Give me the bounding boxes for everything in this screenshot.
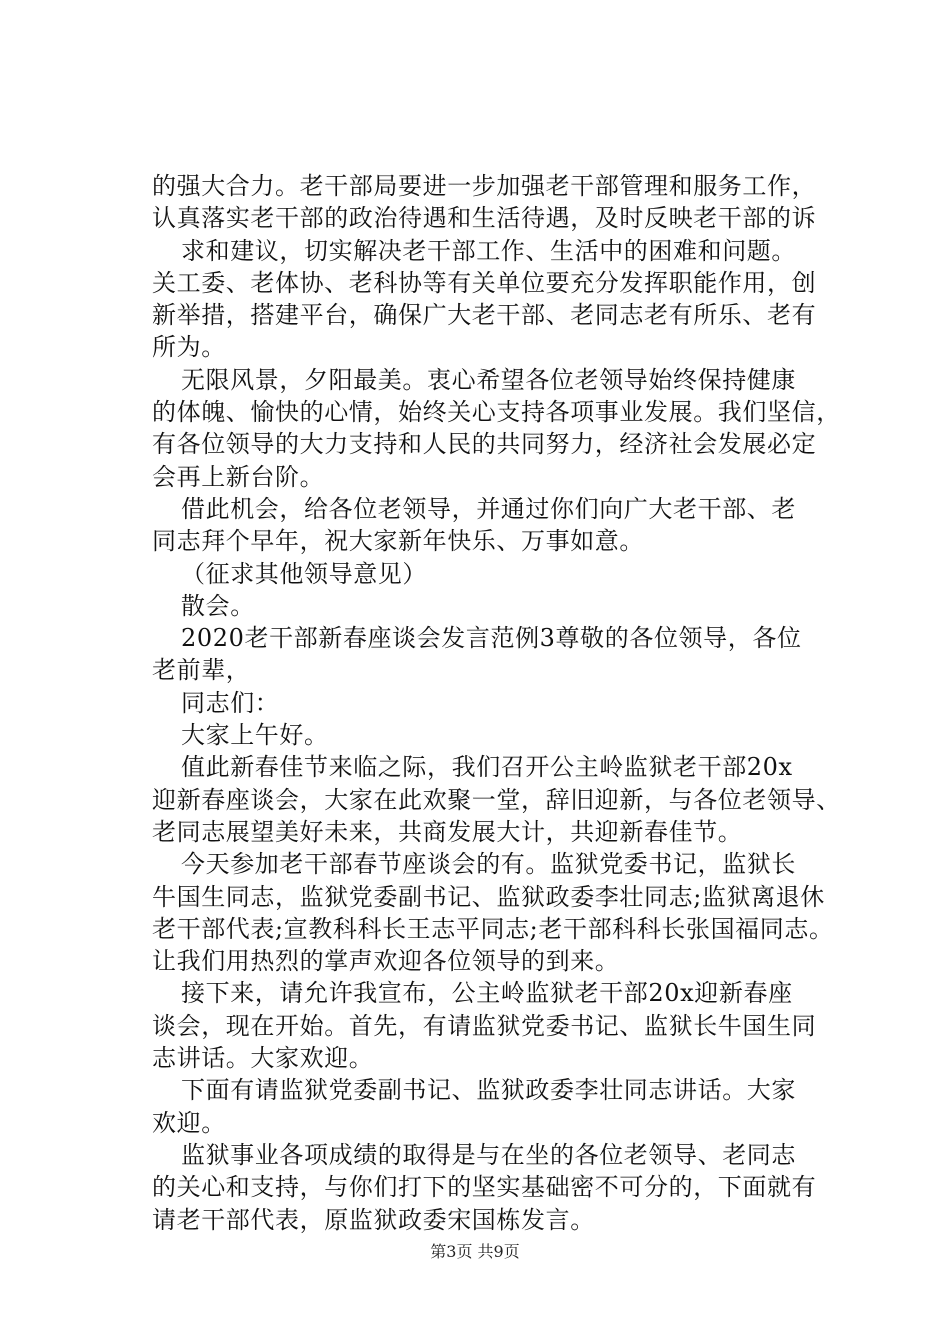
text-line: 老同志展望美好未来，共商发展大计，共迎新春佳节。 xyxy=(152,817,743,846)
text-line: 牛国生同志，监狱党委副书记、监狱政委李壮同志;监狱离退休 xyxy=(152,882,825,911)
text-line: 值此新春佳节来临之际，我们召开公主岭监狱老干部20x xyxy=(181,753,793,782)
text-line: 迎新春座谈会，大家在此欢聚一堂，辞旧迎新，与各位老领导、 xyxy=(152,785,841,814)
text-line: 让我们用热烈的掌声欢迎各位领导的到来。 xyxy=(152,947,620,976)
text-line: 新举措，搭建平台，确保广大老干部、老同志老有所乐、老有 xyxy=(152,301,817,330)
text-line: 请老干部代表，原监狱政委宋国栋发言。 xyxy=(152,1205,595,1234)
text-line: 老前辈， xyxy=(152,656,251,685)
text-line: 下面有请监狱党委副书记、监狱政委李壮同志讲话。大家 xyxy=(181,1076,796,1105)
text-line: 2020老干部新春座谈会发言范例3尊敬的各位领导，各位 xyxy=(181,624,802,653)
text-line: 志讲话。大家欢迎。 xyxy=(152,1044,374,1073)
text-line: 监狱事业各项成绩的取得是与在坐的各位老领导、老同志 xyxy=(181,1140,796,1169)
text-line: 的强大合力。老干部局要进一步加强老干部管理和服务工作， xyxy=(152,172,817,200)
page-number-footer: 第3页 共9页 xyxy=(430,1242,520,1261)
text-line: 求和建议，切实解决老干部工作、生活中的困难和问题。 xyxy=(181,236,796,265)
text-line: 有各位领导的大力支持和人民的共同努力，经济社会发展必定 xyxy=(152,430,817,459)
text-line: 同志们： xyxy=(181,688,280,717)
text-line: 接下来，请允许我宣布，公主岭监狱老干部20x迎新春座 xyxy=(181,979,793,1008)
text-line: 散会。 xyxy=(181,591,255,620)
text-line: 的体魄、愉快的心情，始终关心支持各项事业发展。我们坚信， xyxy=(152,398,841,427)
text-line: 大家上午好。 xyxy=(181,721,329,750)
text-line: 关工委、老体协、老科协等有关单位要充分发挥职能作用，创 xyxy=(152,268,817,297)
text-line: 老干部代表;宣教科科长王志平同志;老干部科科长张国福同志。 xyxy=(152,914,834,943)
text-line: 无限风景，夕阳最美。衷心希望各位老领导始终保持健康 xyxy=(181,365,796,394)
text-line: 会再上新台阶。 xyxy=(152,462,325,491)
text-line: 的关心和支持，与你们打下的坚实基础密不可分的，下面就有 xyxy=(152,1173,817,1202)
text-line: 借此机会，给各位老领导，并通过你们向广大老干部、老 xyxy=(181,494,796,523)
text-line: （征求其他领导意见） xyxy=(181,559,427,588)
text-line: 认真落实老干部的政治待遇和生活待遇，及时反映老干部的诉 xyxy=(152,204,817,233)
text-line: 欢迎。 xyxy=(152,1108,226,1137)
document-body xyxy=(152,170,842,1236)
text-line: 所为。 xyxy=(152,333,226,362)
text-line: 同志拜个早年，祝大家新年快乐、万事如意。 xyxy=(152,527,644,556)
text-line: 今天参加老干部春节座谈会的有。监狱党委书记，监狱长 xyxy=(181,850,796,879)
text-line: 谈会，现在开始。首先，有请监狱党委书记、监狱长牛国生同 xyxy=(152,1011,817,1040)
